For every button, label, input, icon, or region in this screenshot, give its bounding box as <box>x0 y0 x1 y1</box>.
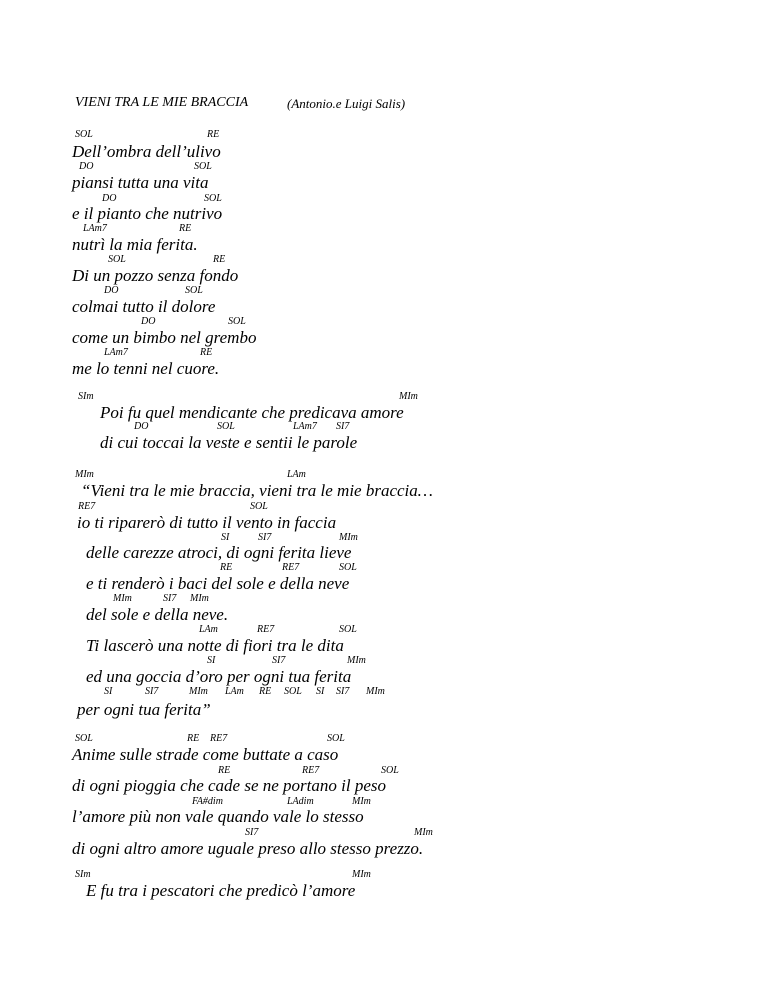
lyric-line: e il pianto che nutrivo <box>72 204 223 223</box>
lyric-line: come un bimbo nel grembo <box>72 328 257 347</box>
chord: MIm <box>347 655 366 666</box>
chord: LAm <box>287 469 306 480</box>
lyric-line: ed una goccia d’oro per ogni tua ferita <box>86 667 352 686</box>
lyric-line: io ti riparerò di tutto il vento in faccia <box>77 513 337 532</box>
chord: RE <box>259 686 272 697</box>
chord: LAm <box>199 624 218 635</box>
chord: FA#dim <box>192 796 223 807</box>
chord: RE <box>213 254 226 265</box>
song-title: VIENI TRA LE MIE BRACCIA <box>75 95 249 110</box>
chord: SOL <box>228 316 246 327</box>
chord: SOL <box>185 285 203 296</box>
lyric-line: l’amore più non vale quando vale lo stesso <box>72 807 364 826</box>
chord: LAm7 <box>293 421 317 432</box>
chord: DO <box>134 421 149 432</box>
chord: LAdim <box>287 796 314 807</box>
chord: SOL <box>217 421 235 432</box>
chord: MIm <box>414 827 433 838</box>
lyric-line: Di un pozzo senza fondo <box>72 266 239 285</box>
chord: MIm <box>75 469 94 480</box>
lyric-line: piansi tutta una vita <box>72 173 209 192</box>
chord: RE <box>207 129 220 140</box>
chord: SI7 <box>336 421 350 432</box>
chord: LAm <box>225 686 244 697</box>
chord: SOL <box>381 765 399 776</box>
chord: SOL <box>327 733 345 744</box>
chord: MIm <box>366 686 385 697</box>
lyric-line: E fu tra i pescatori che predicò l’amore <box>86 881 356 900</box>
lyric-line: Ti lascerò una notte di fiori tra le dita <box>86 636 344 655</box>
chord: SOL <box>339 562 357 573</box>
chord: MIm <box>352 869 371 880</box>
chord: RE <box>179 223 192 234</box>
chord: SOL <box>204 193 222 204</box>
lyric-line: per ogni tua ferita” <box>77 700 211 719</box>
chord: LAm7 <box>104 347 128 358</box>
chord: RE7 <box>257 624 275 635</box>
chord: SOL <box>108 254 126 265</box>
lyric-line: delle carezze atroci, di ogni ferita lieve <box>86 543 352 562</box>
chord: SI7 <box>336 686 350 697</box>
chord: DO <box>102 193 117 204</box>
chord: MIm <box>190 593 209 604</box>
chord: SOL <box>339 624 357 635</box>
chord: MIm <box>339 532 358 543</box>
chord: SI <box>316 686 325 697</box>
chord: LAm7 <box>83 223 107 234</box>
lyric-line: Poi fu quel mendicante che predicava amore <box>100 403 404 422</box>
chord: SOL <box>284 686 302 697</box>
lyric-line: e ti renderò i baci del sole e della neve <box>86 574 350 593</box>
chord: SI <box>221 532 230 543</box>
lyric-line: di ogni altro amore uguale preso allo stesso prezzo. <box>72 839 424 858</box>
lyric-line: di cui toccai la veste e sentii le parole <box>100 433 358 452</box>
chord: SIm <box>75 869 91 880</box>
chord: MIm <box>399 391 418 402</box>
chord: SI <box>104 686 113 697</box>
chord: DO <box>141 316 156 327</box>
chord: RE <box>187 733 200 744</box>
chord: SI7 <box>145 686 159 697</box>
chord: RE <box>218 765 231 776</box>
lyric-line: del sole e della neve. <box>86 605 229 624</box>
chord: MIm <box>189 686 208 697</box>
chord: RE7 <box>302 765 320 776</box>
chord: SIm <box>78 391 94 402</box>
chord: SOL <box>75 129 93 140</box>
chord: SOL <box>75 733 93 744</box>
chord: DO <box>104 285 119 296</box>
lyric-line: “Vieni tra le mie braccia, vieni tra le mie braccia… <box>81 481 433 500</box>
chord: RE <box>200 347 213 358</box>
song-authors: (Antonio.e Luigi Salis) <box>287 96 406 111</box>
chord: RE7 <box>282 562 300 573</box>
chord: SI <box>207 655 216 666</box>
chord: DO <box>79 161 94 172</box>
chord: RE7 <box>78 501 96 512</box>
lyric-line: me lo tenni nel cuore. <box>72 359 220 378</box>
chord: SI7 <box>245 827 259 838</box>
chord: SOL <box>250 501 268 512</box>
lyric-line: nutrì la mia ferita. <box>72 235 198 254</box>
lyric-line: di ogni pioggia che cade se ne portano il peso <box>72 776 386 795</box>
chord: SI7 <box>258 532 272 543</box>
chord: SI7 <box>163 593 177 604</box>
lyric-line: colmai tutto il dolore <box>72 297 216 316</box>
chord: RE <box>220 562 233 573</box>
chord: RE7 <box>210 733 228 744</box>
chord: SI7 <box>272 655 286 666</box>
chord: SOL <box>194 161 212 172</box>
lyric-line: Dell’ombra dell’ulivo <box>72 142 221 161</box>
chord: MIm <box>352 796 371 807</box>
chord: MIm <box>113 593 132 604</box>
lyric-line: Anime sulle strade come buttate a caso <box>72 745 339 764</box>
